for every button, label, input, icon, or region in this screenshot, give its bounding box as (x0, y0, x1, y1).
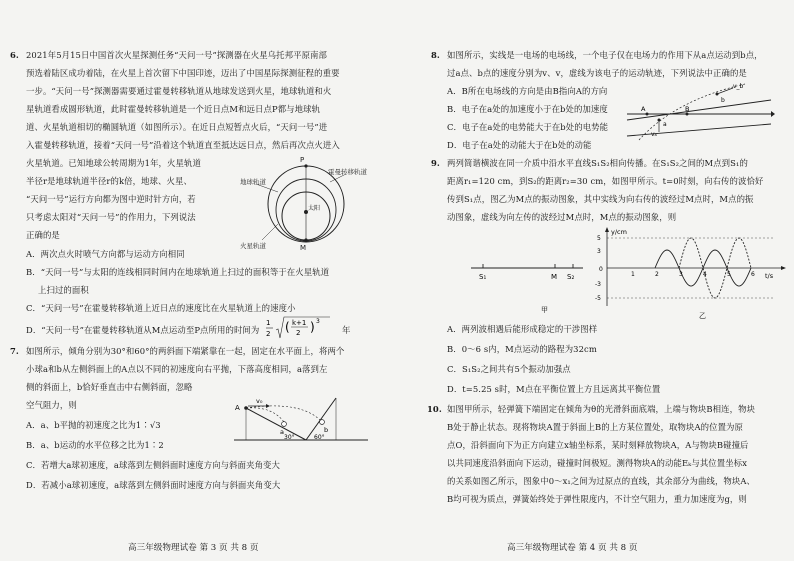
q10-line: B均可视为质点，弹簧始终处于弹性限度内，不计空气阻力，重力加速度为g，则 (447, 494, 747, 504)
q6-line: 2021年5月15日中国首次火星探测任务“天问一号”探测器在火星乌托邦平原南部 (26, 50, 328, 60)
v0-label: v₀ (256, 397, 263, 405)
q6-option-a: A．两次点火时喷气方向都与运动方向相同 (26, 249, 185, 259)
q8-line: 过a点、b点的速度分别为v、v，虚线为该电子的运动轨迹，下列说法中正确的是 (447, 68, 747, 78)
q7-line: 如图所示，倾角分别为30°和60°的两斜面下端紧靠在一起，固定在水平面上，将两个 (26, 346, 345, 356)
sun-label: 太阳 (308, 205, 321, 212)
mars-orbit-label: 火星轨道 (240, 242, 266, 250)
q8-line: 如图所示，实线是一电场的电场线，一个电子仅在电场力的作用下从a点运动到b点， (447, 50, 763, 60)
q7-number: 7. (10, 346, 19, 356)
q7-line: 空气阻力，则 (26, 400, 77, 410)
q6-line: 火星轨道。已知地球公转周期为1年，火星轨道 (26, 158, 201, 168)
ytick: -3 (595, 281, 601, 288)
svg-text:): ) (310, 320, 315, 334)
q6-line: 入霍曼转移轨道，接着“天问一号”沿着这个轨道直至抵达远日点，然后再次点火进入 (26, 140, 340, 150)
q6-line: 预选着陆区成功着陆，在火星上首次留下中国印迹，迈出了中国星际探测征程的重要 (26, 68, 340, 78)
q6-option-b: B．“天问一号”与太阳的连线相同时间内在地球轨道上扫过的面积等于在火星轨道 (26, 267, 330, 277)
xtick: 2 (655, 271, 659, 278)
q6-line: “天问一号”运行方向都为图中逆时针方向，若 (26, 194, 196, 204)
exam-page-4 (397, 0, 794, 561)
svg-text:2: 2 (296, 329, 301, 337)
page-footer-right: 高三年级物理试卷 第 4 页 共 8 页 (507, 543, 638, 553)
q6-orbit-figure (238, 152, 378, 252)
q6-number: 6. (10, 50, 19, 60)
q7-line: 侧的斜面上，b恰好垂直击中右侧斜面，忽略 (26, 382, 193, 392)
vb-label: v_b (733, 83, 744, 90)
svg-text:k+1: k+1 (292, 319, 307, 327)
q7-incline-figure (232, 392, 372, 448)
q10-number: 10. (427, 404, 442, 414)
ytick: 0 (599, 266, 603, 273)
ytick: -5 (595, 295, 601, 302)
svg-text:3: 3 (316, 318, 320, 325)
q7-line: 小球a和b从左侧斜面上的A点以不同的初速度向右平抛，下落高度相同，a落到左 (26, 364, 328, 374)
q8-option-d: D．电子在a处的动能大于在b处的动能 (447, 140, 592, 150)
point-a-label: A (641, 105, 646, 113)
q9-option-a: A．两列波相遇后能形成稳定的干涉图样 (447, 324, 598, 334)
svg-text:2: 2 (266, 330, 271, 338)
q9-option-c: C．S₁S₂之间共有5个振动加强点 (447, 364, 571, 374)
q8-field-figure (625, 80, 775, 142)
xtick: 3 (679, 271, 683, 278)
point-a-label: A (235, 404, 240, 412)
q9-option-b: B．0～6 s内，M点运动的路程为32cm (447, 344, 597, 354)
q9-number: 9. (431, 158, 440, 168)
page-footer-left: 高三年级物理试卷 第 3 页 共 8 页 (128, 543, 259, 553)
svg-text:(: ( (285, 320, 290, 334)
va-label: vₐ (651, 131, 657, 138)
q10-line: 如图甲所示，轻弹簧下端固定在倾角为θ的光滑斜面底端，上端与物块B相连，物块 (447, 404, 756, 414)
ball-a-label: a (280, 428, 284, 436)
x-axis-label: t/s (765, 272, 774, 280)
earth-orbit-label: 地球轨道 (240, 178, 266, 186)
q6-option-c: C．“天问一号”在霍曼转移轨道上近日点的速度比在火星轨道上的速度小 (26, 303, 296, 313)
ball-b-label: b (324, 426, 329, 434)
q8-option-a: A．B所在电场线的方向是由B指向A的方向 (447, 86, 608, 96)
q10-line: B处于静止状态。现将物块A置于斜面上B的上方某位置处，取物块A的位置为原 (447, 422, 744, 432)
fig-jia-label: 甲 (541, 306, 548, 314)
q6-option-d: D．“天问一号”在霍曼转移轨道从M点运动至P点所用的时间为 (26, 325, 260, 335)
svg-text:1: 1 (266, 319, 271, 327)
q7-option-d: D．若减小a球初速度，a球落到左侧斜面时速度方向与斜面夹角变大 (26, 480, 281, 490)
point-b-small-label: b (721, 97, 725, 104)
q8-option-b: B．电子在a处的加速度小于在b处的加速度 (447, 104, 608, 114)
q7-option-c: C．若增大a球初速度，a球落到左侧斜面时速度方向与斜面夹角变大 (26, 460, 280, 470)
m-label: M (551, 273, 558, 281)
s1-label: S₁ (479, 273, 487, 281)
q6-line: 正确的是 (26, 230, 60, 240)
q10-line: 的关系如图乙所示，图象中0～x₁之间为过原点的直线，其余部分为曲线，物块A、 (447, 476, 756, 486)
q8-option-c: C．电子在a处的电势能大于在b处的电势能 (447, 122, 609, 132)
q10-line: 以共同速度沿斜面向下运动，碰撞时间极短。测得物块A的动能Eₖ与其位置坐标x (447, 458, 748, 468)
xtick: 5 (727, 271, 731, 278)
s2-label: S₂ (567, 273, 575, 281)
q6-option-b-cont: 上扫过的面积 (38, 285, 89, 295)
point-m-label: M (300, 244, 307, 252)
angle-60-label: 60° (314, 434, 325, 441)
point-p-label: P (300, 156, 305, 164)
q6-line: 一步。“天问一号”探测器需要通过霍曼转移轨道从地球发送到火星，地球轨道和火 (26, 86, 332, 96)
fig-yi-label: 乙 (699, 312, 706, 320)
q8-number: 8. (431, 50, 440, 60)
q6-line: 道、火星轨道相切的椭圆轨道（如图所示）。在近日点短暂点火后，“天问一号”进 (26, 122, 328, 132)
q9-line: 传到S₁点，图乙为M点的振动图象，其中实线为向右传的波经过M点时，M点的振 (447, 194, 754, 204)
point-a-small-label: a (663, 121, 667, 128)
angle-30-label: 30° (284, 434, 295, 441)
q6-line: 只考虑太阳对“天问一号”的作用力，下列说法 (26, 212, 196, 222)
q10-line: 点O，沿斜面向下为正方向建立x轴坐标系，某时刻释放物块A，A与物块B碰撞后 (447, 440, 749, 450)
q6-line: 半径r是地球轨道半径r的k倍，地球、火星、 (26, 176, 192, 186)
q6-option-d-formula (266, 314, 340, 344)
q9-line: 动图象，虚线为向左传的波经过M点时，M点的振动图象，则 (447, 212, 677, 222)
q6-option-d-unit: 年 (342, 325, 351, 335)
q7-option-a: A．a、b平抛的初速度之比为1∶√3 (26, 420, 161, 430)
q9-figure-yi (587, 226, 787, 322)
xtick: 1 (631, 271, 635, 278)
point-b-label: B (685, 105, 690, 113)
q9-line: 两列简谐横波在同一介质中沿水平直线S₁S₂相向传播。在S₁S₂之间的M点到S₁的 (447, 158, 748, 168)
transfer-orbit-label: 霍曼转移轨道 (328, 168, 367, 176)
q6-line: 星轨道看成圆形轨道，此时霍曼转移轨道是一个近日点M和远日点P都与地球轨 (26, 104, 321, 114)
q9-option-d: D．t=5.25 s时，M点在平衡位置上方且远离其平衡位置 (447, 384, 661, 394)
q9-line: 距离r₁=120 cm，到S₂的距离r₂=30 cm，如图甲所示。t=0时刻，向右传的波恰好 (447, 176, 764, 186)
y-axis-label: y/cm (611, 228, 627, 236)
ytick: 5 (597, 235, 601, 242)
q9-figure-jia (445, 248, 585, 318)
q7-option-b: B．a、b运动的水平位移之比为1∶2 (26, 440, 164, 450)
ytick: 3 (597, 248, 601, 255)
xtick: 6 (751, 271, 755, 278)
xtick: 4 (703, 271, 707, 278)
